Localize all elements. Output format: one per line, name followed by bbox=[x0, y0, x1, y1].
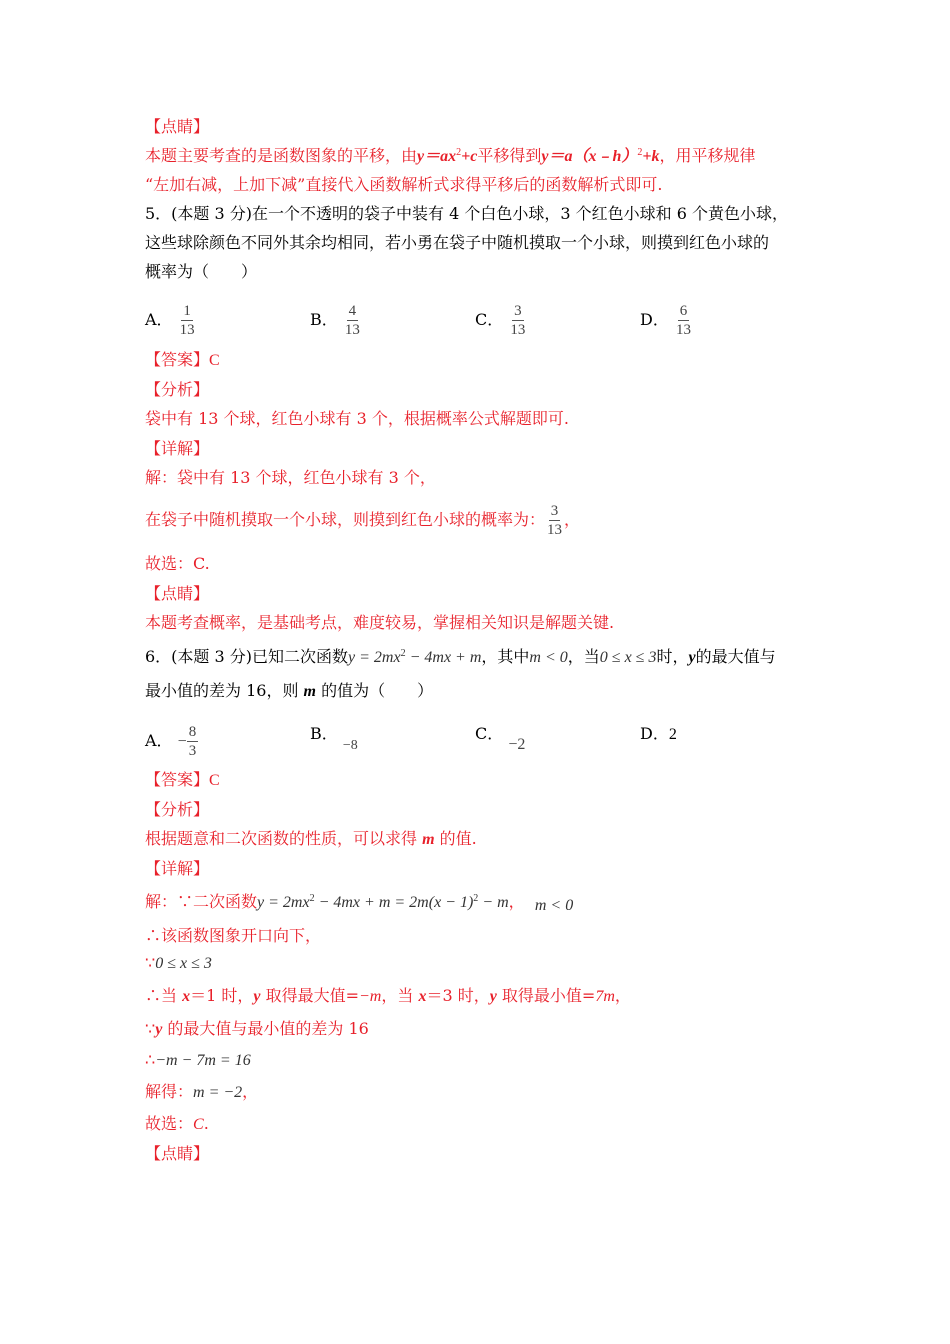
dianjing-heading-prev: 【点睛】 bbox=[145, 117, 210, 136]
fraction: $\frac{3}{13}$ bbox=[510, 303, 526, 338]
q6-option-c: C． −2 bbox=[475, 724, 526, 753]
fraction: $\frac{3}{13}$ bbox=[547, 503, 563, 538]
fraction: $\frac{6}{13}$ bbox=[675, 303, 691, 338]
q6-step5: ∵y 的最大值与最小值的差为 16 bbox=[145, 1019, 369, 1038]
fraction: $\frac{1}{13}$ bbox=[179, 303, 195, 338]
q5-xiangjie-line1: 解：袋中有 13 个球，红色小球有 3 个， bbox=[145, 468, 436, 487]
q6-dianjing-heading: 【点睛】 bbox=[145, 1144, 210, 1163]
fraction: $\frac{8}{3}$ bbox=[188, 724, 197, 759]
dianjing-text-line1: 本题主要考查的是函数图象的平移，由$y=ax^2+c$平移得到y＝a（x﹣h）$^2$+k，用平移规律 bbox=[145, 146, 756, 165]
q6-stem-line2: 最小值的差为 16，则 m 的值为（ ） bbox=[145, 681, 434, 700]
q5-xiangjie-heading: 【详解】 bbox=[145, 439, 210, 458]
q6-option-b: B． −8 bbox=[310, 724, 358, 753]
q6-stem-line1: 6．(本题 3 分)已知二次函数$y = 2mx^2 - 4mx + m$，其中m < 0，当0 ≤ x ≤ 3时，y的最大值与 bbox=[145, 647, 776, 666]
q6-step2: ∴该函数图象开口向下， bbox=[145, 926, 322, 945]
fraction: $\frac{4}{13}$ bbox=[344, 303, 360, 338]
q5-answer: 【答案】C bbox=[145, 350, 220, 369]
q6-answer: 【答案】C bbox=[145, 770, 220, 789]
q6-fenxi-text: 根据题意和二次函数的性质，可以求得 m 的值. bbox=[145, 829, 477, 848]
q6-step4: ∴当 x＝1 时，y 取得最大值=−m，当 x＝3 时，y 取得最小值=7m， bbox=[145, 986, 631, 1005]
q5-option-b: B． $\frac{4}{13}$ bbox=[310, 303, 360, 338]
q5-option-c: C． $\frac{3}{13}$ bbox=[475, 303, 526, 338]
q5-dianjing-text: 本题考查概率，是基础考点，难度较易，掌握相关知识是解题关键. bbox=[145, 613, 615, 632]
q6-choice: 故选：C. bbox=[145, 1114, 209, 1133]
q6-xiangjie-heading: 【详解】 bbox=[145, 859, 210, 878]
q6-option-d: D．2 bbox=[640, 724, 677, 743]
q5-xiangjie-line2: 在袋子中随机摸取一个小球，则摸到红色小球的概率为： $\frac{3}{13}$ ， bbox=[145, 503, 581, 538]
q5-stem-line1: 5．(本题 3 分)在一个不透明的袋子中装有 4 个白色小球，3 个红色小球和 6 个黄色小球， bbox=[145, 204, 788, 223]
q6-option-a: A． − $\frac{8}{3}$ bbox=[145, 724, 197, 759]
q6-step1: 解：∵二次函数$y = 2mx^2 - 4mx + m = 2m(x - 1)^2 - m$， m < 0 bbox=[145, 892, 574, 914]
q5-stem-line3: 概率为（ ） bbox=[145, 262, 258, 281]
q6-step6: ∴−m − 7m = 16 bbox=[145, 1050, 251, 1069]
q6-step3: ∵0 ≤ x ≤ 3 bbox=[145, 953, 212, 972]
q5-dianjing-heading: 【点睛】 bbox=[145, 584, 210, 603]
q6-fenxi-heading: 【分析】 bbox=[145, 800, 210, 819]
q5-stem-line2: 这些球除颜色不同外其余均相同，若小勇在袋子中随机摸取一个小球，则摸到红色小球的 bbox=[145, 233, 770, 252]
q5-fenxi-text: 袋中有 13 个球，红色小球有 3 个，根据概率公式解题即可. bbox=[145, 409, 569, 428]
q5-choice: 故选：C. bbox=[145, 554, 210, 573]
dianjing-text-line2: “左加右减，上加下减”直接代入函数解析式求得平移后的函数解析式即可. bbox=[145, 175, 663, 194]
q5-option-a: A． $\frac{1}{13}$ bbox=[145, 303, 195, 338]
q6-step7: 解得：m = −2， bbox=[145, 1082, 259, 1101]
q5-option-d: D． $\frac{6}{13}$ bbox=[640, 303, 691, 338]
q5-fenxi-heading: 【分析】 bbox=[145, 380, 210, 399]
